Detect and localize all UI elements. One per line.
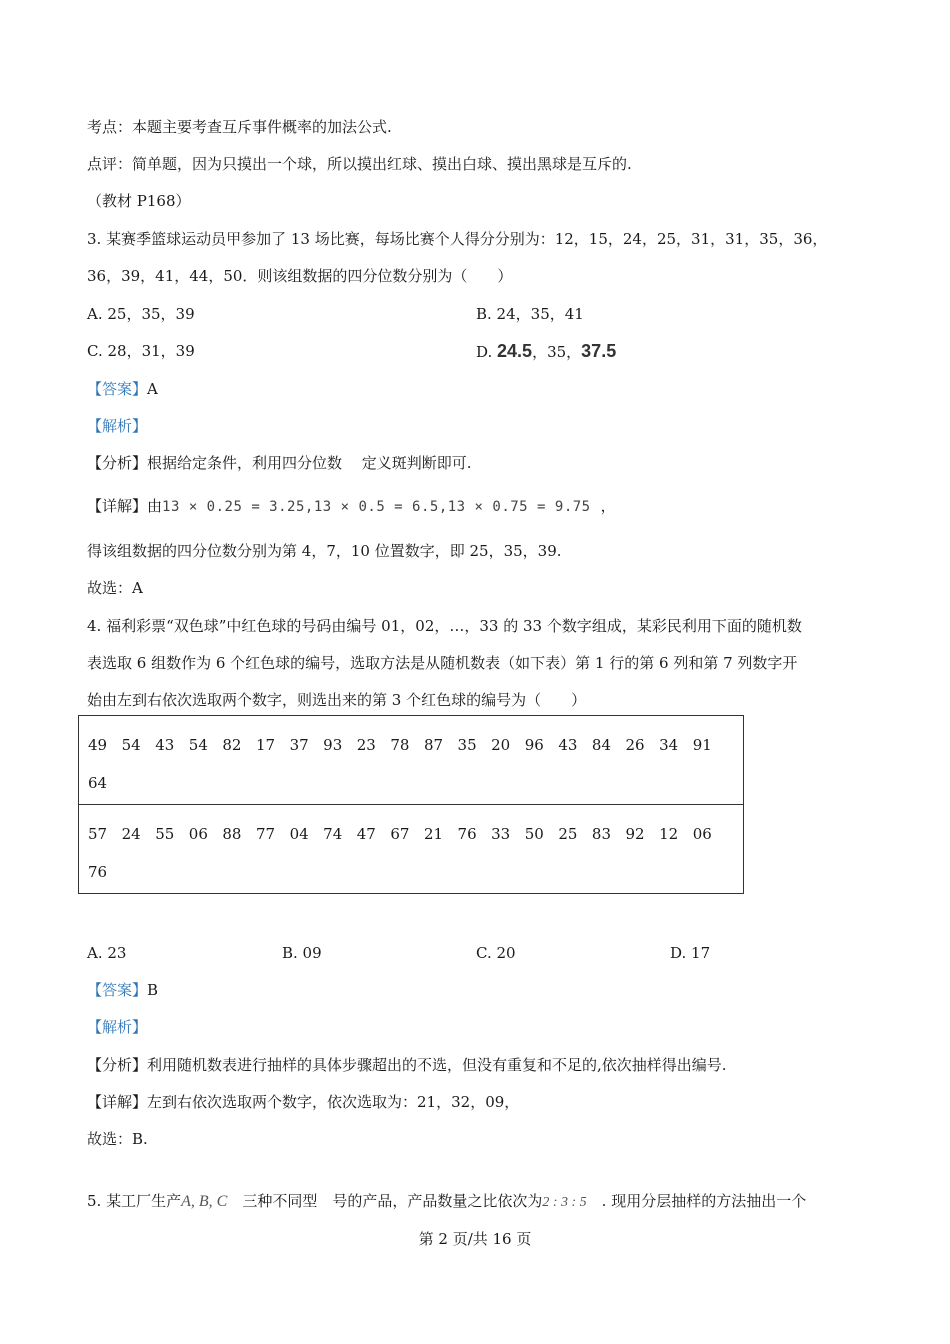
dianping-line: 点评：简单题，因为只摸出一个球，所以摸出红球、摸出白球、摸出黑球是互斥的. (87, 155, 632, 173)
answer-tag: 【答案】 (87, 380, 148, 398)
table-cell: 49 (88, 736, 108, 754)
q4-analysis-heading: 【解析】 (87, 1018, 148, 1036)
xiangjie-tag: 【详解】 (87, 497, 148, 515)
table-cell: 35 (457, 736, 477, 754)
answer-tag: 【答案】 (87, 981, 148, 999)
table-cell: 33 (491, 825, 511, 843)
table-cell: 23 (356, 736, 376, 754)
table-cell: 93 (323, 736, 343, 754)
q3-option-c: C. 28，31，39 (87, 342, 195, 360)
q3-option-d-value-2: 37.5 (581, 341, 617, 361)
table-row (79, 716, 743, 804)
q3-option-d-label: D. (476, 343, 498, 361)
xiangjie-text: 左到右依次选取两个数字，依次选取为：21，32，09， (147, 1093, 520, 1111)
fenxi-tag: 【分析】 (87, 454, 148, 472)
q3-analysis-heading: 【解析】 (87, 417, 148, 435)
q5-pre: 5. 某工厂生产 (87, 1192, 182, 1210)
q4-option-c: C. 20 (476, 944, 516, 962)
table-cell: 37 (289, 736, 309, 754)
table-cell: 12 (659, 825, 679, 843)
q3-option-a: A. 25，35，39 (87, 305, 195, 323)
xiangjie-post: ， (600, 497, 616, 515)
table-cell: 77 (255, 825, 276, 843)
q4-option-d: D. 17 (670, 944, 711, 962)
q4-stem-line-2: 表选取 6 组数作为 6 个红色球的编号，选取方法是从随机数表（如下表）第 1 行的第 6 列和第 7 列数字开 (87, 654, 798, 672)
table-cell: 06 (692, 825, 712, 843)
q3-option-b: B. 24，35，41 (476, 305, 584, 323)
table-cell: 64 (88, 774, 108, 792)
q3-option-d (476, 341, 616, 362)
q3-xiangjie (87, 496, 616, 517)
table-row-line (88, 862, 122, 882)
answer-value: B (147, 981, 159, 999)
kaodian-line: 考点：本题主要考查互斥事件概率的加法公式. (87, 118, 392, 136)
q5-ratio: 2 : 3 : 5 (542, 1195, 587, 1210)
table-cell: 91 (692, 736, 712, 754)
fenxi-text: 利用随机数表进行抽样的具体步骤超出的不选，但没有重复和不足的,依次抽样得出编号. (147, 1056, 727, 1074)
table-cell: 92 (625, 825, 645, 843)
table-cell: 50 (524, 825, 544, 843)
table-cell: 04 (289, 825, 309, 843)
table-cell: 87 (423, 736, 444, 754)
table-cell: 82 (222, 736, 242, 754)
q3-stem-line-1: 3. 某赛季篮球运动员甲参加了 13 场比赛，每场比赛个人得分分别为：12，15，24，25，31，31，35，36， (87, 230, 828, 248)
q4-option-a: A. 23 (87, 944, 127, 962)
table-row (79, 804, 743, 893)
q3-option-d-sep: ，35， (532, 343, 582, 361)
table-cell: 17 (255, 736, 276, 754)
table-cell: 55 (155, 825, 175, 843)
q3-result-line: 得该组数据的四分位数分别为第 4，7，10 位置数字，即 25，35，39. (87, 542, 562, 560)
q3-choose: 故选：A (87, 579, 143, 597)
q3-answer (87, 379, 158, 399)
xiangjie-tag: 【详解】 (87, 1093, 148, 1111)
table-row-line (88, 773, 122, 793)
q3-option-d-value-1: 24.5 (497, 341, 533, 361)
table-cell: 88 (222, 825, 242, 843)
q4-stem-line-3: 始由左到右依次选取两个数字，则选出来的第 3 个红色球的编号为（ ） (87, 691, 587, 709)
table-cell: 84 (591, 736, 611, 754)
table-cell: 34 (659, 736, 679, 754)
table-cell: 47 (356, 825, 376, 843)
textbook-ref: （教材 P168） (87, 192, 191, 210)
table-row-line (88, 824, 726, 844)
table-cell: 25 (558, 825, 578, 843)
xiangjie-pre: 由 (147, 497, 163, 515)
q5-products: A, B, C (181, 1193, 228, 1210)
q3-fenxi (87, 453, 472, 473)
table-cell: 67 (390, 825, 410, 843)
random-number-table (78, 715, 744, 894)
q4-choose: 故选：B. (87, 1130, 148, 1148)
table-cell: 54 (121, 736, 141, 754)
q3-stem-line-2: 36，39，41，44，50．则该组数据的四分位数分别为（ ） (87, 267, 513, 285)
table-cell: 06 (188, 825, 208, 843)
table-cell: 43 (155, 736, 175, 754)
table-cell: 76 (457, 825, 477, 843)
page-footer: 第 2 页/共 16 页 (418, 1230, 532, 1248)
fenxi-tag: 【分析】 (87, 1056, 148, 1074)
table-cell: 24 (121, 825, 141, 843)
q4-xiangjie (87, 1092, 519, 1112)
q5-stem-line-1 (87, 1191, 806, 1213)
table-cell: 83 (591, 825, 611, 843)
q4-answer (87, 980, 158, 1000)
answer-value: A (147, 380, 158, 398)
table-cell: 43 (558, 736, 578, 754)
table-cell: 96 (524, 736, 544, 754)
table-cell: 20 (491, 736, 511, 754)
table-cell: 74 (323, 825, 343, 843)
table-cell: 76 (88, 863, 108, 881)
q4-option-b: B. 09 (282, 944, 322, 962)
table-cell: 78 (390, 736, 410, 754)
q4-stem-line-1: 4. 福利彩票“双色球”中红色球的号码由编号 01，02，…，33 的 33 个数字组成，某彩民利用下面的随机数 (87, 617, 802, 635)
fenxi-text: 根据给定条件，利用四分位数 定义斑判断即可. (147, 454, 472, 472)
q5-post: . 现用分层抽样的方法抽出一个 (586, 1192, 807, 1210)
q5-mid: 三种不同型 号的产品，产品数量之比依次为 (227, 1192, 543, 1210)
table-cell: 57 (88, 825, 108, 843)
table-cell: 21 (423, 825, 444, 843)
xiangjie-formula: 13 × 0.25 = 3.25,13 × 0.5 = 6.5,13 × 0.75 = 9.75 (162, 499, 591, 515)
table-cell: 26 (625, 736, 645, 754)
q4-fenxi (87, 1055, 727, 1075)
table-row-line (88, 735, 726, 755)
table-cell: 54 (188, 736, 208, 754)
